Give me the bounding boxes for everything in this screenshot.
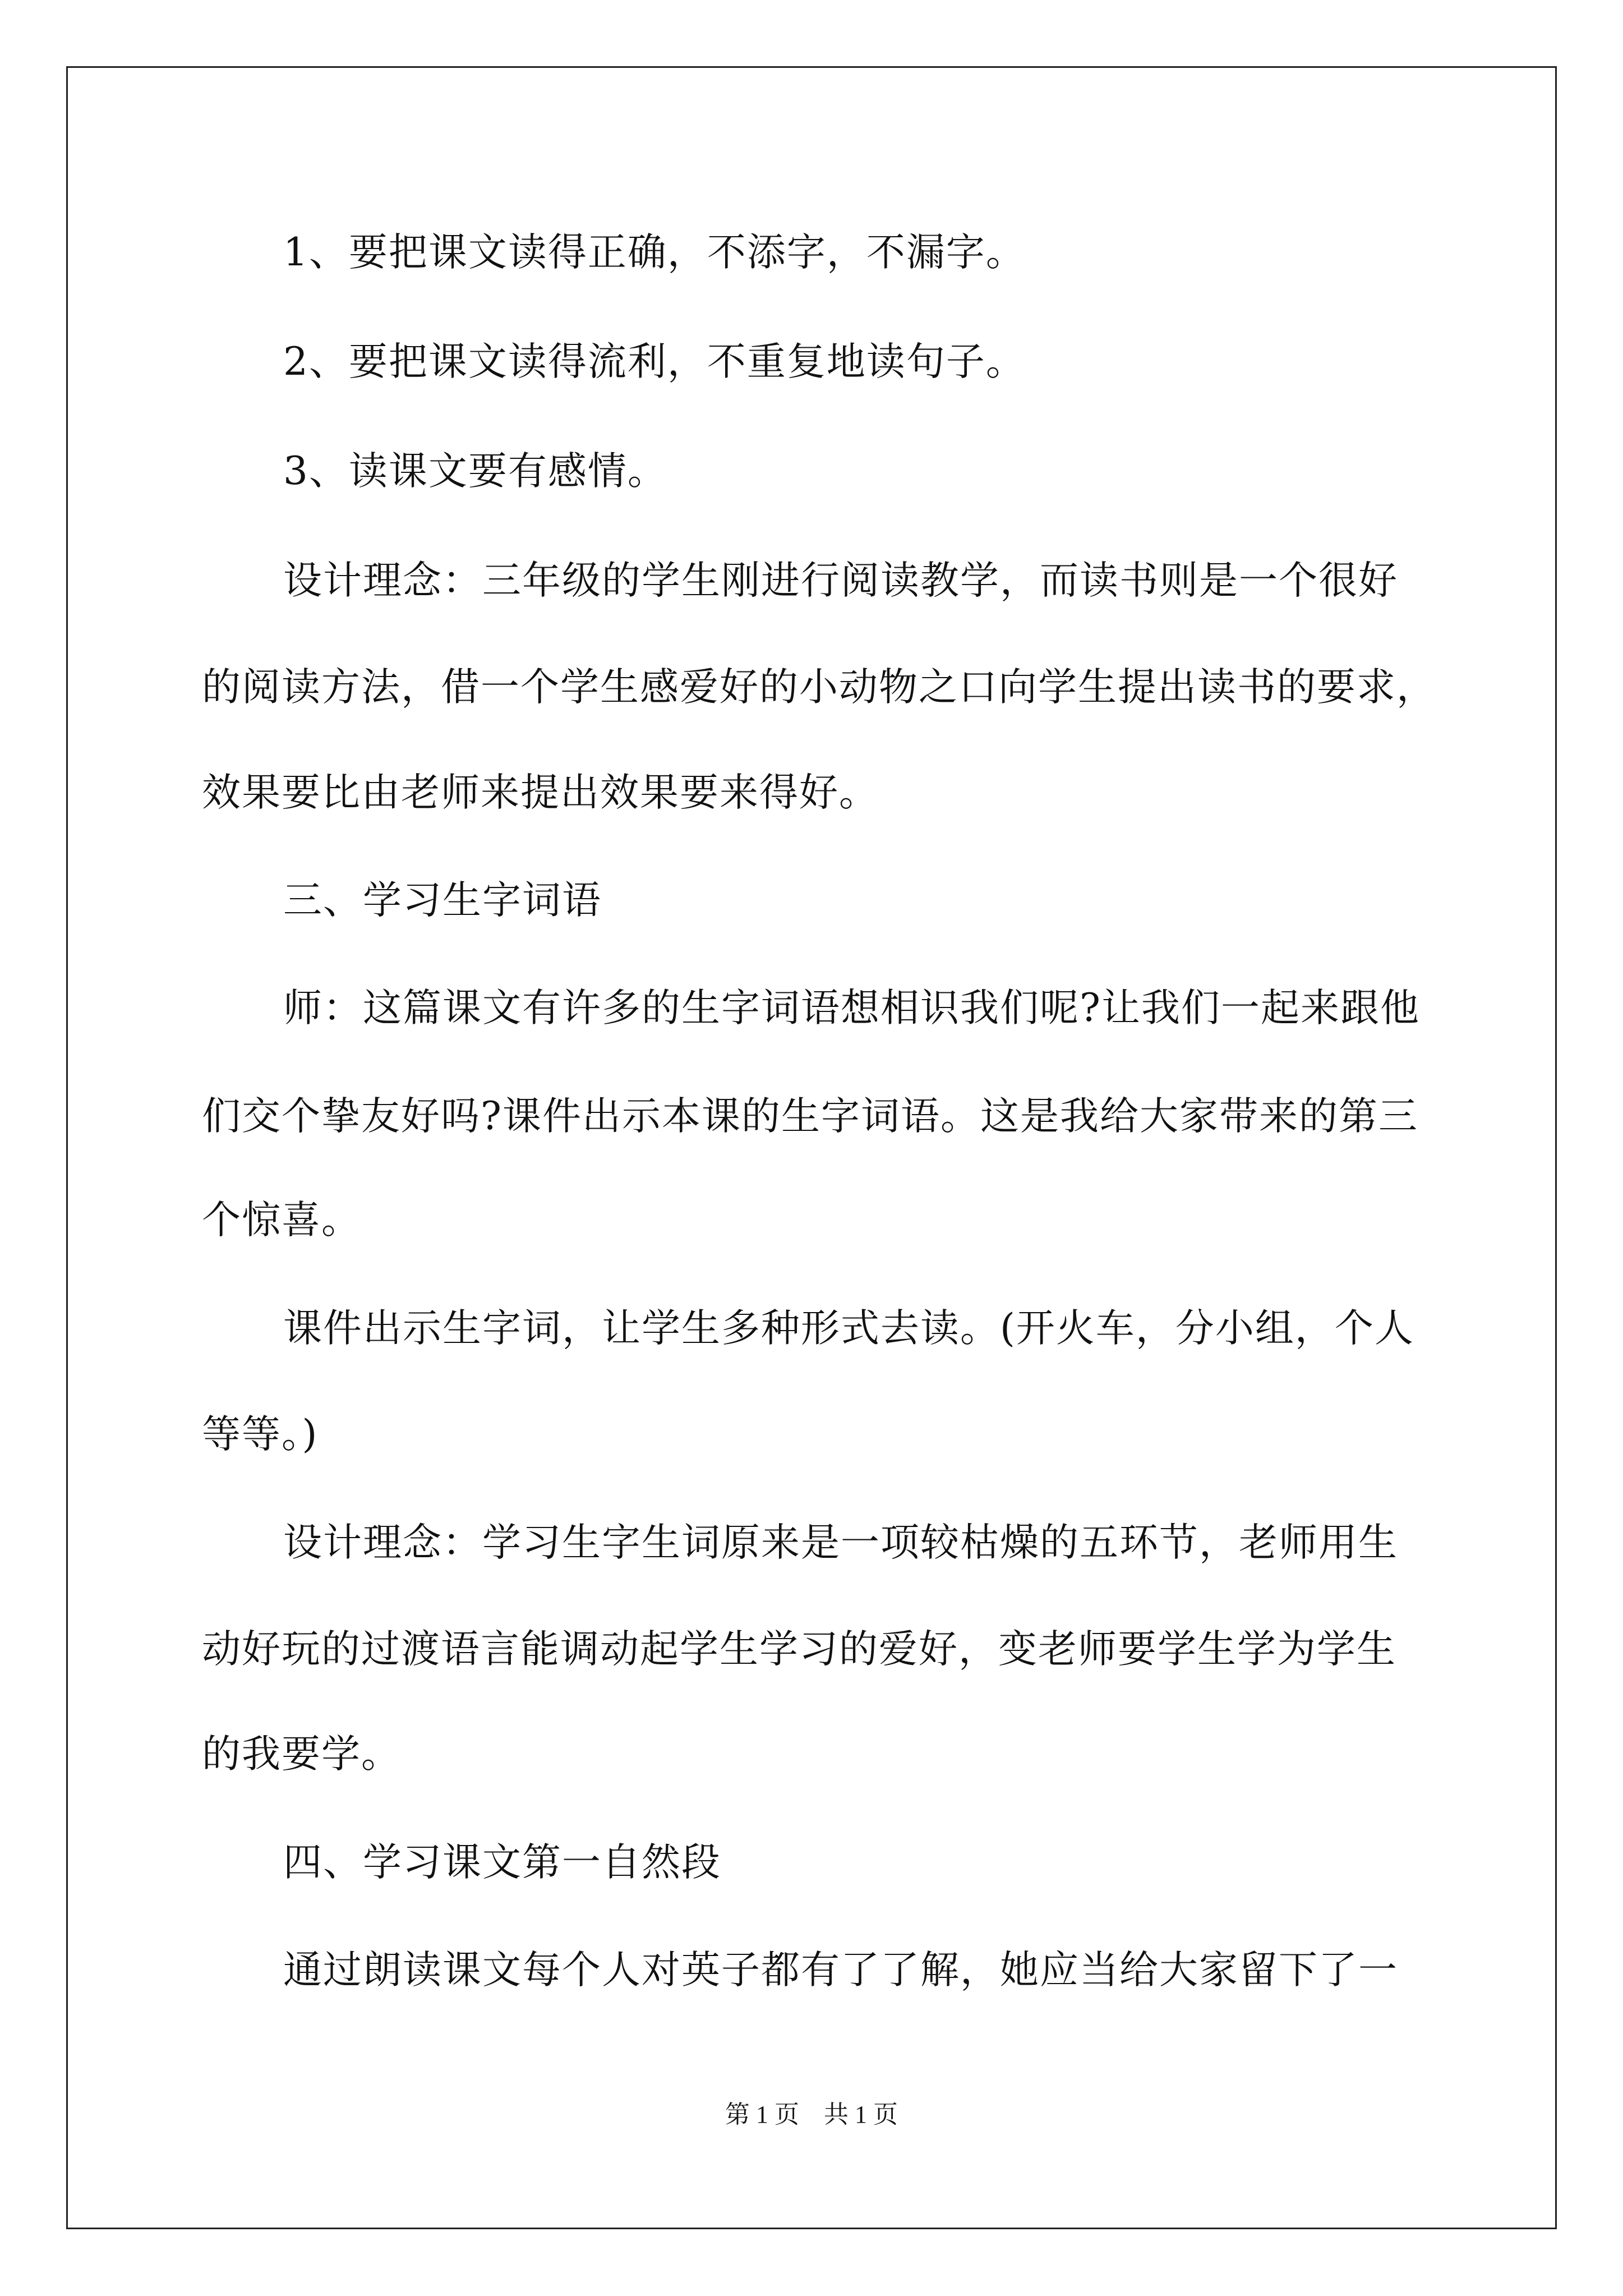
paragraph-line: 们交个挚友好吗?课件出示本课的生字词语。这是我给大家带来的第三 (202, 1094, 1418, 1139)
paragraph-line: 的我要学。 (202, 1732, 401, 1777)
section-heading: 四、学习课文第一自然段 (283, 1840, 721, 1885)
section-heading: 三、学习生字词语 (283, 878, 602, 923)
paragraph-line: 动好玩的过渡语言能调动起学生学习的爱好，变老师要学生学为学生 (202, 1627, 1396, 1672)
paragraph-line: 设计理念：三年级的学生刚进行阅读教学，而读书则是一个很好 (283, 558, 1398, 603)
paragraph-line: 设计理念：学习生字生词原来是一项较枯燥的五环节，老师用生 (283, 1520, 1398, 1565)
paragraph-line: 等等。) (202, 1412, 319, 1457)
paragraph-line: 3、读课文要有感情。 (283, 449, 667, 494)
paragraph-line: 师：这篇课文有许多的生字词语想相识我们呢?让我们一起来跟他 (283, 986, 1420, 1030)
paragraph-line: 的阅读方法，借一个学生感爱好的小动物之口向学生提出读书的要求， (202, 665, 1436, 710)
paragraph-line: 效果要比由老师来提出效果要来得好。 (202, 770, 879, 815)
paragraph-line: 课件出示生字词，让学生多种形式去读。(开火车，分小组，个人 (283, 1306, 1414, 1351)
paragraph-line: 个惊喜。 (202, 1198, 361, 1243)
paragraph-line: 通过朗读课文每个人对英子都有了了解，她应当给大家留下了一 (283, 1948, 1398, 1993)
paragraph-line: 1、要把课文读得正确，不添字，不漏字。 (283, 230, 1026, 275)
page-border (66, 66, 1557, 2229)
paragraph-line: 2、要把课文读得流利，不重复地读句子。 (283, 339, 1026, 384)
page-footer: 第 1 页 共 1 页 (725, 2101, 898, 2128)
